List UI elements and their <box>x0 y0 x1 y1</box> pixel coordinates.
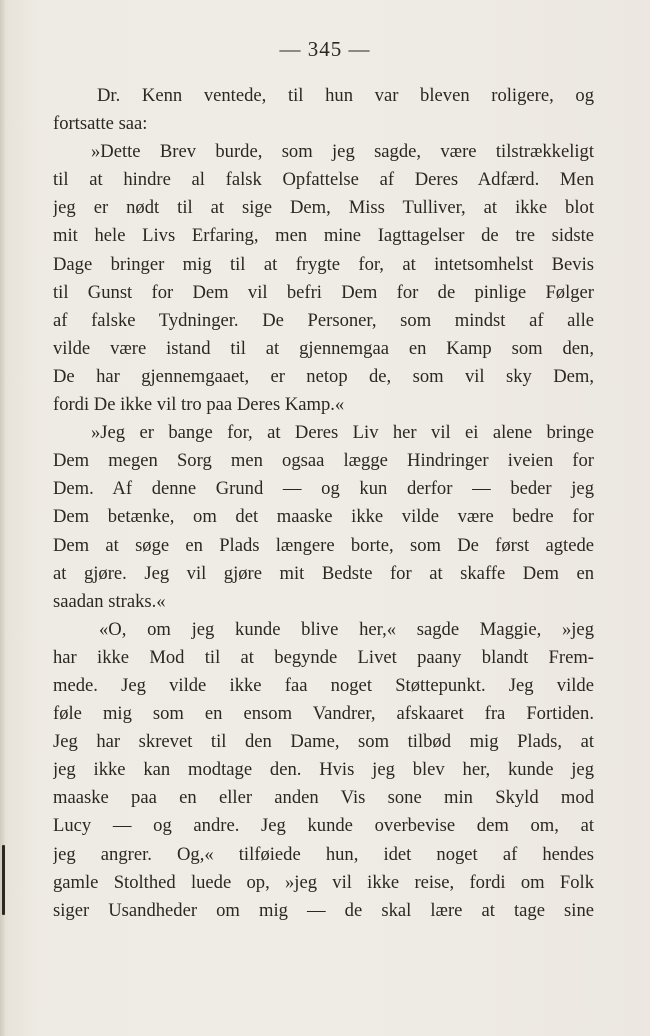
text-line: «O, om jeg kunde blive her,« sagde Maggie, »jeg <box>99 618 594 640</box>
text-line: Dr. Kenn ventede, til hun var bleven roligere, og <box>97 85 594 106</box>
text-line: fortsatte saa: <box>53 113 148 135</box>
text-line: Dem megen Sorg men ogsaa lægge Hindringer iveien for <box>53 450 594 472</box>
text-line: jeg ikke kan modtage den. Hvis jeg blev her, kunde jeg <box>53 759 594 781</box>
text-line: De har gjennemgaaet, er netop de, som vil sky Dem, <box>53 365 594 387</box>
page-number: — 345 — <box>279 37 371 61</box>
text-line: saadan straks.« <box>53 590 166 612</box>
text-line: Dem betænke, om det maaske ikke vilde være bedre for <box>53 506 594 528</box>
body-text <box>53 82 594 925</box>
text-line: »Dette Brev burde, som jeg sagde, være tilstrækkeligt <box>91 141 594 163</box>
text-line: Jeg har skrevet til den Dame, som tilbød mig Plads, at <box>53 731 594 753</box>
text-line: jeg angrer. Og,« tilføiede hun, idet noget af hendes <box>53 843 594 865</box>
text-line: »Jeg er bange for, at Deres Liv her vil ei alene bringe <box>91 422 594 444</box>
text-line: af falske Tydninger. De Personer, som mindst af alle <box>53 309 594 331</box>
text-line: har ikke Mod til at begynde Livet paany blandt Frem- <box>53 646 594 668</box>
text-line: mit hele Livs Erfaring, men mine Iagttagelser de tre sidste <box>53 225 594 247</box>
text-line: Lucy — og andre. Jeg kunde overbevise dem om, at <box>53 815 594 837</box>
text-line: vilde være istand til at gjennemgaa en Kamp som den, <box>53 337 594 359</box>
text-line: til Gunst for Dem vil befri Dem for de pinlige Følger <box>53 281 594 303</box>
text-line: Dage bringer mig til at frygte for, at intetsomhelst Bevis <box>53 253 594 275</box>
binding-mark <box>2 845 5 915</box>
text-line: at gjøre. Jeg vil gjøre mit Bedste for at skaffe Dem en <box>53 562 594 584</box>
text-line: siger Usandheder om mig — de skal lære at tage sine <box>53 899 594 921</box>
text-line: til at hindre al falsk Opfattelse af Deres Adfærd. Men <box>53 169 594 191</box>
text-line: jeg er nødt til at sige Dem, Miss Tulliver, at ikke blot <box>53 197 594 219</box>
text-line: gamle Stolthed luede op, »jeg vil ikke reise, fordi om Folk <box>53 871 594 893</box>
text-line: Dem. Af denne Grund — og kun derfor — beder jeg <box>53 478 594 500</box>
text-line: Dem at søge en Plads længere borte, som De først agtede <box>53 534 594 556</box>
text-line: fordi De ikke vil tro paa Deres Kamp.« <box>53 394 345 416</box>
text-line: mede. Jeg vilde ikke faa noget Støttepunkt. Jeg vilde <box>53 674 594 696</box>
text-line: føle mig som en ensom Vandrer, afskaaret fra Fortiden. <box>53 703 594 725</box>
text-line: maaske paa en eller anden Vis sone min Skyld mod <box>53 787 594 809</box>
